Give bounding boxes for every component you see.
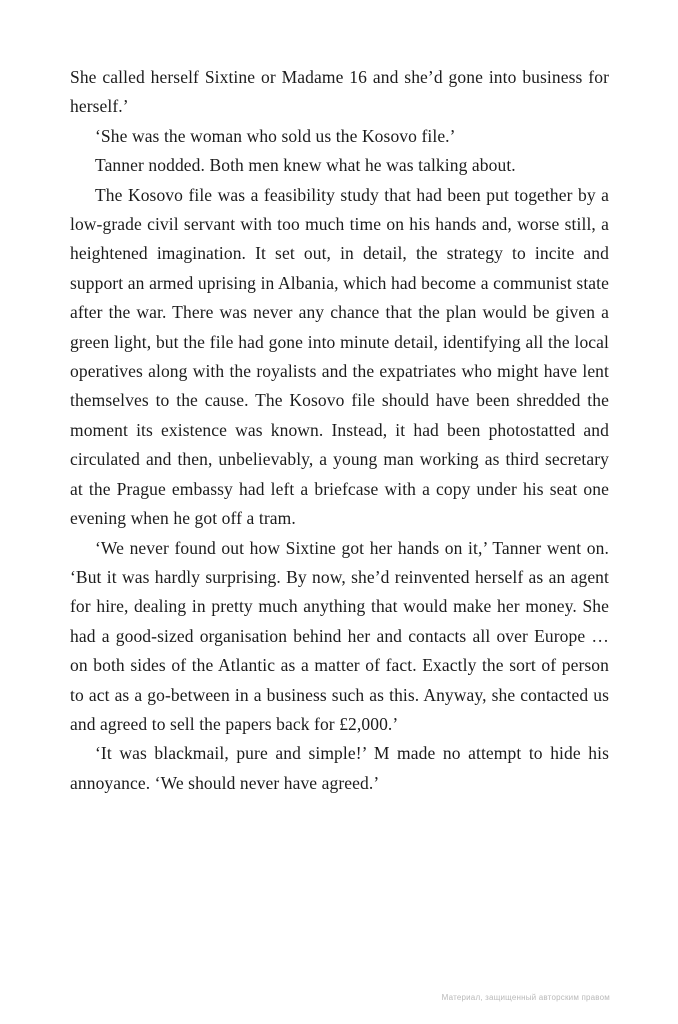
copyright-watermark: Материал, защищенный авторским правом	[441, 993, 610, 1002]
page-text-block	[70, 63, 609, 798]
paragraph: Tanner nodded. Both men knew what he was talking about.	[95, 155, 516, 176]
paragraph: She called herself Sixtine or Madame 16 and she’d gone into business for herself.’	[70, 67, 609, 117]
paragraph: The Kosovo file was a feasibility study that had been put together by a low-grade civil servant with too much time on his hands and, worse still, a heightened imagination. It set out, in detail, the strategy to incite and support an armed uprising in Albania, which had become a communist state after the war. There was never any chance that the plan would be given a green light, but the file had gone into minute detail, identifying all the local operatives along with the royalists and the expatriates who might have lent themselves to the cause. The Kosovo file should have been shredded the moment its existence was known. Instead, it had been photostatted and circulated and then, unbelievably, a young man working as third secretary at the Prague embassy had left a briefcase with a copy under his seat one evening when he got off a tram.	[70, 184, 609, 529]
paragraph: ‘We never found out how Sixtine got her hands on it,’ Tanner went on. ‘But it was hardly surprising. By now, she’d reinvented herself as an agent for hire, dealing in pretty much anything that would make her money. She had a good-sized organisation behind her and contacts all over Europe … on both sides of the Atlantic as a matter of fact. Exactly the sort of person to act as a go-between in a business such as this. Anyway, she contacted us and agreed to sell the papers back for £2,000.’	[70, 537, 609, 734]
paragraph: ‘It was blackmail, pure and simple!’ M made no attempt to hide his annoyance. ‘We should never have agreed.’	[70, 743, 609, 793]
paragraph: ‘She was the woman who sold us the Kosovo file.’	[95, 125, 456, 146]
